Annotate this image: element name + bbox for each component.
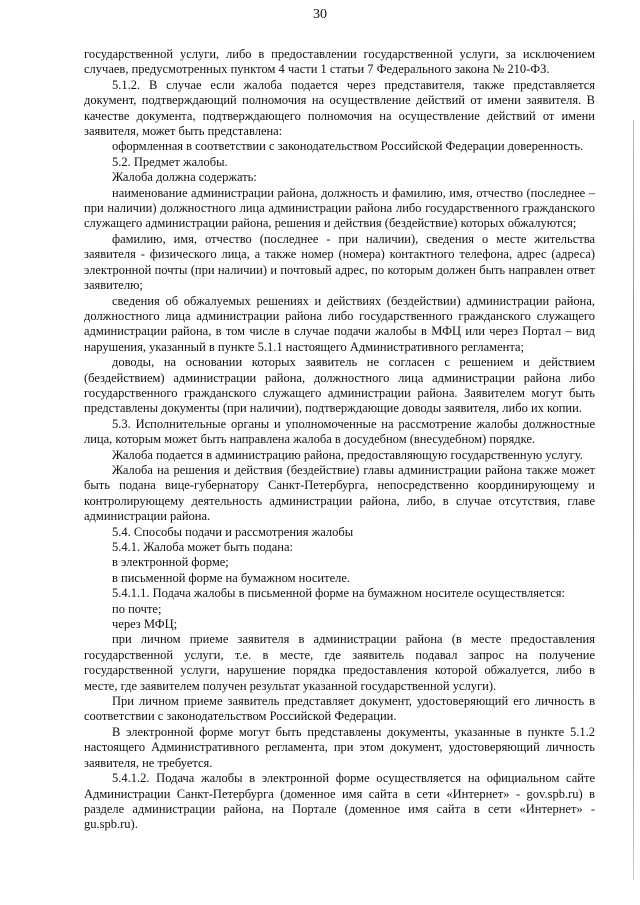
- paragraph: 5.3. Исполнительные органы и уполномоченные на рассмотрение жалобы должностные лица, которым может быть направлена жалоба в досудебном (внесудебном) порядке.: [84, 416, 595, 447]
- paragraph: в электронной форме;: [112, 555, 229, 570]
- paragraph: в письменной форме на бумажном носителе.: [112, 570, 351, 585]
- paragraph: Жалоба на решения и действия (бездействие) главы администрации района также может быть подана вице-губернатору Санкт-Петербурга, непосредственно координирующему и контролирующему деятельность администрации района, либо, в случае отсутствия, главе администрации района.: [84, 462, 595, 524]
- paragraph: 5.4. Способы подачи и рассмотрения жалобы: [112, 524, 354, 539]
- paragraph: 5.4.1.1. Подача жалобы в письменной форме на бумажном носителе осуществляется:: [112, 586, 565, 601]
- paragraph: 5.4.1.2. Подача жалобы в электронной форме осуществляется на официальном сайте Администрации Санкт-Петербурга (доменное имя сайта в сети «Интернет» - gov.spb.ru) в разделе администрации района, на Портале (доменное имя сайта в сети «Интернет» - gu.spb.ru).: [84, 771, 595, 832]
- paragraph: доводы, на основании которых заявитель не согласен с решением и действием (бездействием) администрации района, должностного лица администрации района либо государственного гражданского служащего администрации района. Заявителем могут быть представлены документы (при наличии), подтверждающие доводы заявителя, либо их копии.: [84, 355, 595, 416]
- paragraph: при личном приеме заявителя в администрации района (в месте предоставления государственной услуги, т.е. в месте, где заявитель подавал запрос на получение государственной услуги, нарушение порядка предоставления которой обжалуется, либо в месте, где заявителем получен результат указанной государственной услуги).: [84, 632, 595, 693]
- paragraph: В электронной форме могут быть представлены документы, указанные в пункте 5.1.2 настоящего Административного регламента, при этом документ, удостоверяющий личность заявителя, не требуется.: [84, 724, 595, 770]
- paragraph: сведения об обжалуемых решениях и действиях (бездействии) администрации района, должностного лица администрации района либо государственного гражданского служащего администрации района, в том числе в случае подачи жалобы в МФЦ или через Портал – вид нарушения, указанный в пункте 5.1.1 настоящего Административного регламента;: [84, 293, 595, 354]
- paragraph: государственной услуги, либо в предоставлении государственной услуги, за исключением случаев, предусмотренных пунктом 4 части 1 статьи 7 Федерального закона № 210-ФЗ.: [84, 47, 595, 77]
- paragraph: оформленная в соответствии с законодательством Российской Федерации доверенность.: [112, 139, 584, 154]
- paragraph: При личном приеме заявитель представляет документ, удостоверяющий его личность в соответствии с законодательством Российской Федерации.: [84, 694, 595, 724]
- paragraph: через МФЦ;: [112, 617, 178, 632]
- scan-edge: [633, 120, 634, 880]
- document-body: [84, 47, 595, 833]
- paragraph: по почте;: [112, 601, 162, 616]
- paragraph: наименование администрации района, должность и фамилию, имя, отчество (последнее – при наличии) должностного лица администрации района либо государственного гражданского служащего администрации района, решения и действия (бездействие) которых обжалуются;: [84, 185, 595, 231]
- paragraph: Жалоба должна содержать:: [112, 170, 257, 185]
- page-number: 30: [313, 7, 327, 22]
- paragraph: 5.1.2. В случае если жалоба подается через представителя, также представляется документ, подтверждающий полномочия на осуществление действий от имени заявителя. В качестве документа, подтверждающего полномочия на осуществление действий от имени заявителя, может быть представлена:: [84, 77, 595, 139]
- paragraph: Жалоба подается в администрацию района, предоставляющую государственную услугу.: [112, 447, 583, 462]
- paragraph: фамилию, имя, отчество (последнее - при наличии), сведения о месте жительства заявителя - физического лица, а также номер (номера) контактного телефона, адрес (адреса) электронной почты (при наличии) и почтовый адрес, по которым должен быть направлен ответ заявителю;: [84, 231, 595, 293]
- paragraph: 5.2. Предмет жалобы.: [112, 154, 228, 169]
- paragraph: 5.4.1. Жалоба может быть подана:: [112, 540, 294, 554]
